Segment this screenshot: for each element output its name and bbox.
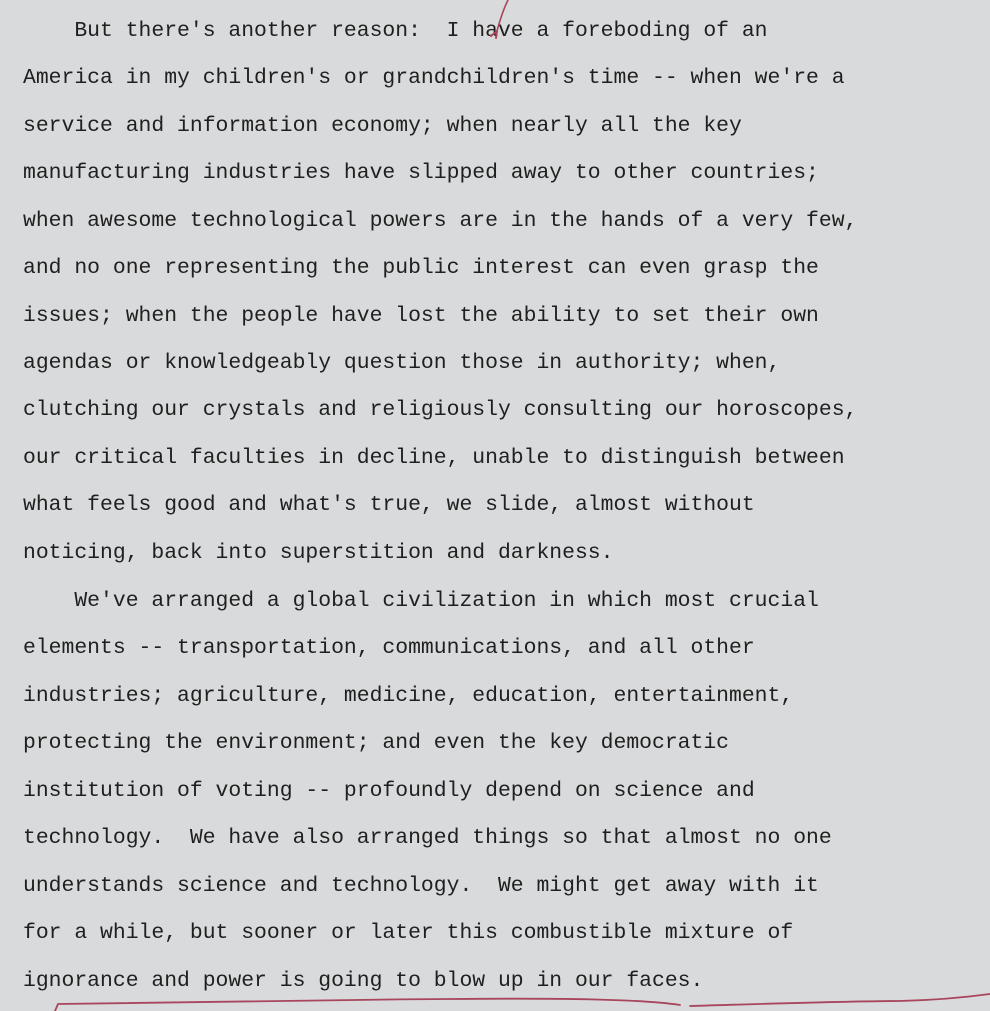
text-line: clutching our crystals and religiously consulting our horoscopes, [23, 398, 858, 422]
text-line: agendas or knowledgeably question those in authority; when, [23, 351, 781, 375]
text-line: technology. We have also arranged things so that almost no one [23, 826, 832, 850]
text-line: our critical faculties in decline, unable to distinguish between [23, 446, 845, 470]
text-line: industries; agriculture, medicine, education, entertainment, [23, 684, 794, 708]
text-line: We've arranged a global civilization in which most crucial [23, 589, 819, 613]
bracket-underline [55, 994, 990, 1011]
text-line: But there's another reason: I have a foreboding of an [23, 19, 768, 43]
text-line: noticing, back into superstition and darkness. [23, 541, 614, 565]
text-line: ignorance and power is going to blow up in our faces. [23, 969, 704, 993]
text-line: when awesome technological powers are in the hands of a very few, [23, 209, 858, 233]
text-line: institution of voting -- profoundly depend on science and [23, 779, 755, 803]
text-line: what feels good and what's true, we slide, almost without [23, 493, 755, 517]
text-line: America in my children's or grandchildren's time -- when we're a [23, 66, 845, 90]
text-line: for a while, but sooner or later this combustible mixture of [23, 921, 794, 945]
text-line: issues; when the people have lost the ability to set their own [23, 304, 819, 328]
text-line: manufacturing industries have slipped away to other countries; [23, 161, 819, 185]
text-line: elements -- transportation, communications, and all other [23, 636, 755, 660]
text-line: service and information economy; when nearly all the key [23, 114, 742, 138]
text-line: understands science and technology. We might get away with it [23, 874, 819, 898]
text-line: protecting the environment; and even the key democratic [23, 731, 730, 755]
text-line: and no one representing the public interest can even grasp the [23, 256, 819, 280]
